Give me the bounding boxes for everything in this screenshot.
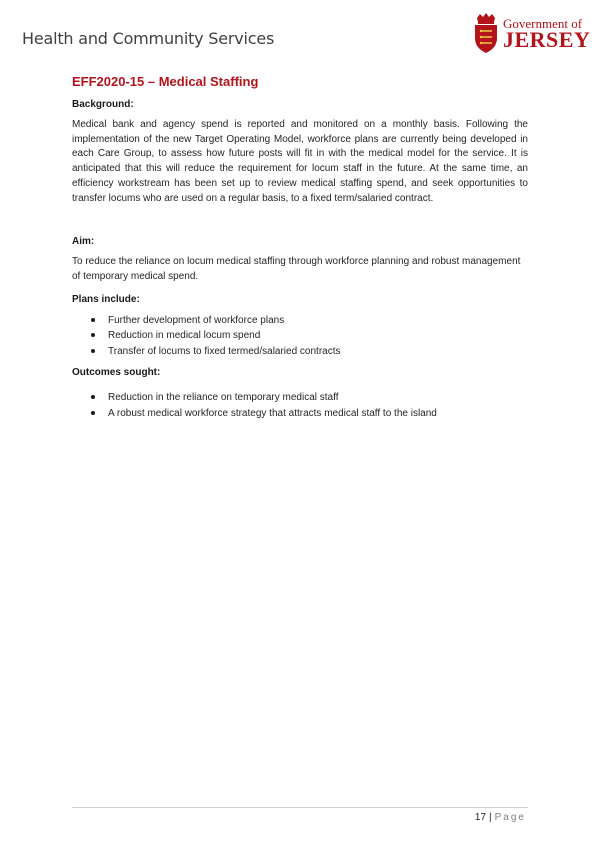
page-label: Page	[494, 812, 526, 823]
document-title: EFF2020-15 – Medical Staffing	[72, 74, 259, 89]
outcomes-heading: Outcomes sought:	[72, 367, 161, 379]
aim-paragraph: To reduce the reliance on locum medical staffing through workforce planning and robust management of temporary medical spend.	[72, 256, 521, 282]
footer-divider	[72, 807, 528, 808]
jersey-crest-icon	[472, 12, 500, 54]
page-footer	[475, 812, 526, 823]
list-item: Further development of workforce plans	[72, 313, 528, 329]
background-heading: Background:	[72, 99, 134, 110]
department-title: Health and Community Services	[22, 29, 275, 48]
page-number: 17	[474, 812, 487, 823]
logo-text-government: Government of	[503, 16, 583, 31]
government-of-jersey-logo	[472, 12, 591, 56]
footer-separator: |	[489, 812, 492, 823]
list-item: Transfer of locums to fixed termed/salaried contracts	[72, 344, 528, 360]
plans-heading: Plans include:	[72, 293, 140, 305]
document-body	[72, 74, 528, 429]
background-paragraph: Medical bank and agency spend is reported and monitored on a monthly basis. Following the implementation of the new Target Operating Model, workforce plans are currently being developed in each Care Group, to assess how future posts will fit in with the medical model for the service. It is anticipated that this will reduce the requirement for locum staff in the future. At the same time, an efficiency workstream has been set up to review medical staffing spend, and seek opportunities to transfer locums who are used on a regular basis, to a fixed term/salaried contract.	[72, 119, 528, 204]
list-item: A robust medical workforce strategy that attracts medical staff to the island	[72, 406, 528, 422]
logo-text-jersey: JERSEY	[503, 27, 591, 52]
list-item: Reduction in medical locum spend	[72, 328, 528, 344]
list-item: Reduction in the reliance on temporary medical staff	[72, 390, 528, 406]
plans-list	[72, 313, 528, 360]
outcomes-list	[72, 390, 528, 421]
aim-heading: Aim:	[72, 236, 95, 248]
